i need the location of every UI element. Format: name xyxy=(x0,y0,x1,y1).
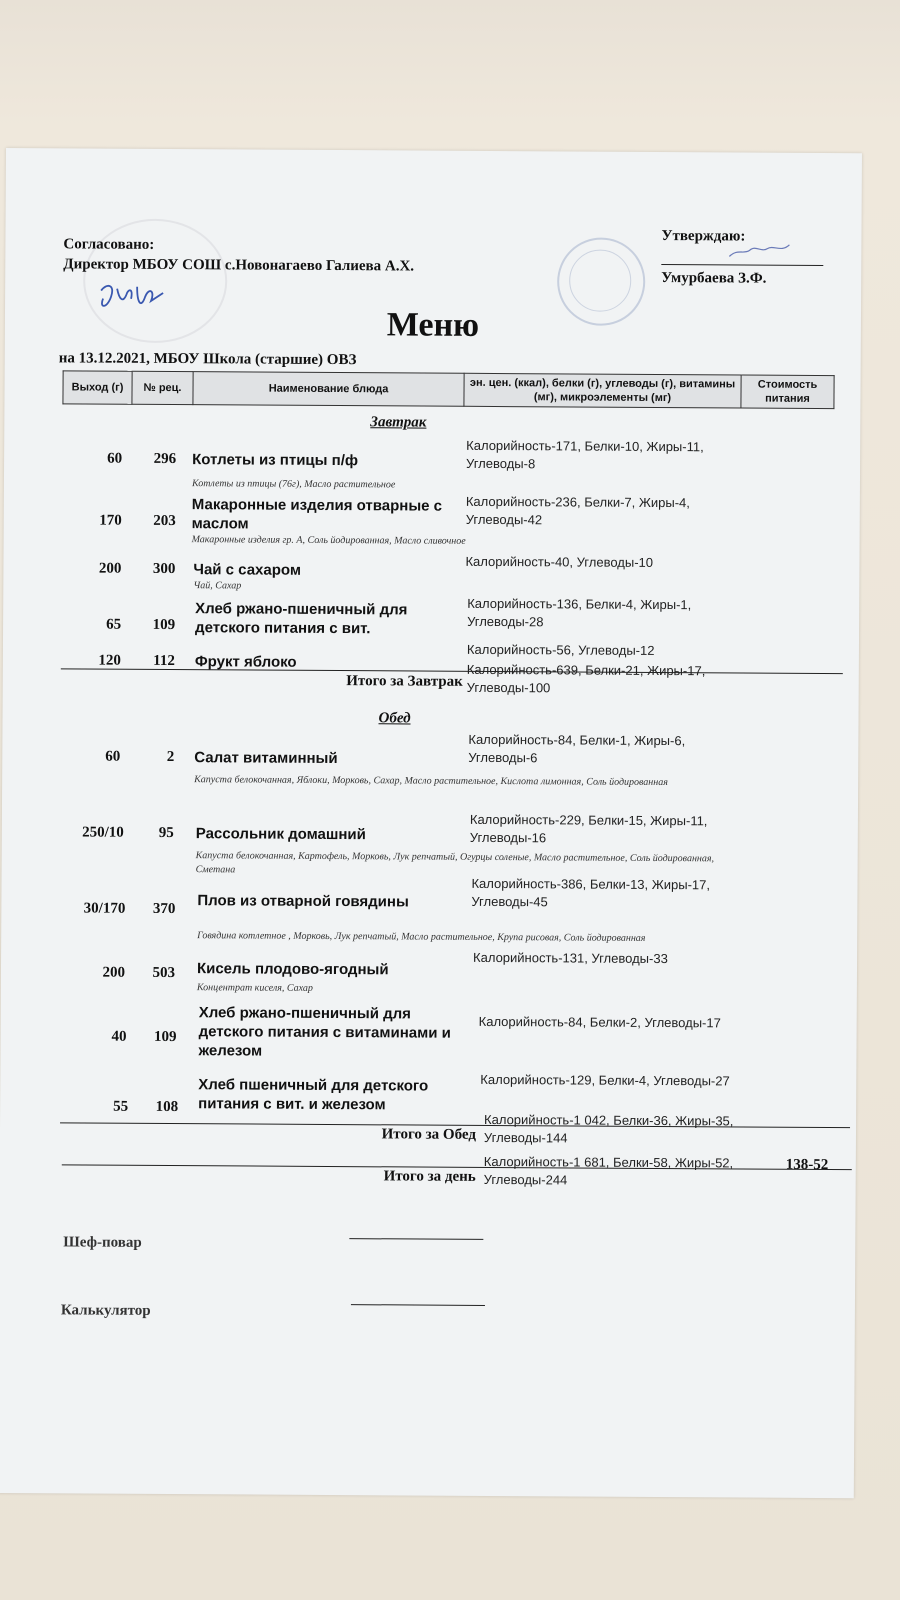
col-recipe: № рец. xyxy=(132,371,193,404)
row-nutrients: Калорийность-129, Белки-4, Углеводы-27 xyxy=(480,1071,730,1089)
chef-label: Шеф-повар xyxy=(63,1234,142,1251)
row-ingredients: Капуста белокочанная, Картофель, Морковь, Лук репчатый, Огурцы соленые, Масло растительное, Соль йодированная, Сметана xyxy=(195,850,715,876)
row-recipe: 109 xyxy=(154,1028,177,1046)
approved-by: Умурбаева З.Ф. xyxy=(661,270,767,287)
page-title: Меню xyxy=(386,306,480,344)
col-name: Наименование блюда xyxy=(193,372,464,407)
row-recipe: 300 xyxy=(152,560,176,578)
calculator-label: Калькулятор xyxy=(60,1302,151,1319)
row-recipe: 296 xyxy=(153,450,177,468)
row-output: 55 xyxy=(113,1098,129,1115)
row-name: Рассольник домашний xyxy=(195,825,366,844)
menu-subtitle: на 13.12.2021, МБОУ Школа (старшие) ОВЗ xyxy=(58,350,357,369)
breakfast-total-label: Итого за Завтрак xyxy=(346,673,463,690)
calculator-signature-line xyxy=(351,1304,485,1306)
col-output: Выход (г) xyxy=(63,371,132,404)
row-recipe: 2 xyxy=(166,748,175,766)
row-name: Салат витаминный xyxy=(194,749,338,768)
row-recipe: 95 xyxy=(158,824,174,842)
row-name: Котлеты из птицы п/ф xyxy=(192,451,359,470)
row-recipe: 112 xyxy=(153,652,175,670)
row-nutrients: Калорийность-40, Углеводы-10 xyxy=(465,553,654,570)
row-name: Фрукт яблоко xyxy=(194,653,297,671)
day-cost: 138-52 xyxy=(785,1156,829,1174)
row-nutrients: Калорийность-386, Белки-13, Жиры-17, Углеводы-45 xyxy=(471,875,711,910)
col-cost: Стоимость питания xyxy=(741,375,834,409)
row-name: Макаронные изделия отварные с маслом xyxy=(191,496,443,533)
breakfast-total: Калорийность-639, Белки-21, Жиры-17, Углеводы-100 xyxy=(466,661,706,696)
approver-signature xyxy=(725,238,795,262)
row-nutrients: Калорийность-84, Белки-2, Углеводы-17 xyxy=(478,1013,721,1031)
row-ingredients: Капуста белокочанная, Яблоки, Морковь, Сахар, Масло растительное, Кислота лимонная, Соль йодированная xyxy=(194,774,668,789)
row-name: Хлеб пшеничный для детского питания с вит. и железом xyxy=(198,1076,429,1114)
row-nutrients: Калорийность-56, Углеводы-12 xyxy=(466,641,655,658)
row-output: 250/10 xyxy=(82,824,124,841)
row-output: 65 xyxy=(106,616,122,633)
chef-signature-line xyxy=(349,1238,483,1240)
lunch-total: Калорийность-1 042, Белки-36, Жиры-35, Углеводы-144 xyxy=(483,1111,734,1146)
breakfast-title: Завтрак xyxy=(370,414,427,431)
row-name: Хлеб ржано-пшеничный для детского питания с витаминами и железом xyxy=(198,1004,451,1060)
row-name: Плов из отварной говядины xyxy=(197,892,409,911)
row-nutrients: Калорийность-236, Белки-7, Жиры-4, Углеводы-42 xyxy=(465,493,690,528)
day-total-label: Итого за день xyxy=(383,1168,476,1185)
row-nutrients: Калорийность-84, Белки-1, Жиры-6, Углеводы-6 xyxy=(468,731,686,766)
row-output: 30/170 xyxy=(83,900,126,917)
row-output: 200 xyxy=(98,560,122,577)
row-recipe: 108 xyxy=(155,1098,179,1116)
row-name: Чай с сахаром xyxy=(193,561,302,579)
row-recipe: 370 xyxy=(152,900,176,918)
row-ingredients: Макаронные изделия гр. А, Соль йодированная, Масло сливочное xyxy=(191,534,466,547)
row-nutrients: Калорийность-229, Белки-15, Жиры-11, Углеводы-16 xyxy=(469,811,708,846)
approve-label: Утверждаю: xyxy=(661,228,746,245)
row-nutrients: Калорийность-136, Белки-4, Жиры-1, Углеводы-28 xyxy=(467,595,692,630)
row-output: 200 xyxy=(102,964,126,981)
agreed-block xyxy=(63,234,414,276)
row-ingredients: Котлеты из птицы (76г), Масло растительное xyxy=(191,478,396,491)
day-total: Калорийность-1 681, Белки-58, Жиры-52, Углеводы-244 xyxy=(483,1153,734,1188)
approve-signature-line xyxy=(661,264,823,266)
row-recipe: 503 xyxy=(152,964,176,982)
lunch-title: Обед xyxy=(378,710,411,727)
row-output: 40 xyxy=(111,1028,127,1045)
column-header-table xyxy=(62,370,834,409)
row-output: 60 xyxy=(107,450,123,467)
row-nutrients: Калорийность-171, Белки-10, Жиры-11, Углеводы-8 xyxy=(466,437,704,472)
row-output: 60 xyxy=(105,748,121,765)
agreed-label: Согласовано: xyxy=(63,236,155,253)
row-name: Хлеб ржано-пшеничный для детского питания с вит. xyxy=(195,600,408,638)
agreed-by: Директор МБОУ СОШ с.Новонагаево Галиева А.Х. xyxy=(63,256,415,275)
row-name: Кисель плодово-ягодный xyxy=(196,960,389,979)
menu-sheet xyxy=(0,148,862,1498)
row-ingredients: Концентрат киселя, Сахар xyxy=(196,982,313,994)
row-output: 170 xyxy=(99,512,122,529)
row-nutrients: Калорийность-131, Углеводы-33 xyxy=(473,949,668,967)
row-ingredients: Говядина котлетное , Морковь, Лук репчатый, Масло растительное, Крупа рисовая, Соль йодированная xyxy=(197,930,646,944)
row-output: 120 xyxy=(98,652,121,669)
row-ingredients: Чай, Сахар xyxy=(193,580,242,592)
row-recipe: 203 xyxy=(153,512,176,530)
lunch-total-label: Итого за Обед xyxy=(381,1126,477,1143)
row-recipe: 109 xyxy=(152,616,176,634)
col-nutrients: эн. цен. (ккал), белки (г), углеводы (г), витамины (мг), микроэлементы (мг) xyxy=(464,373,741,408)
